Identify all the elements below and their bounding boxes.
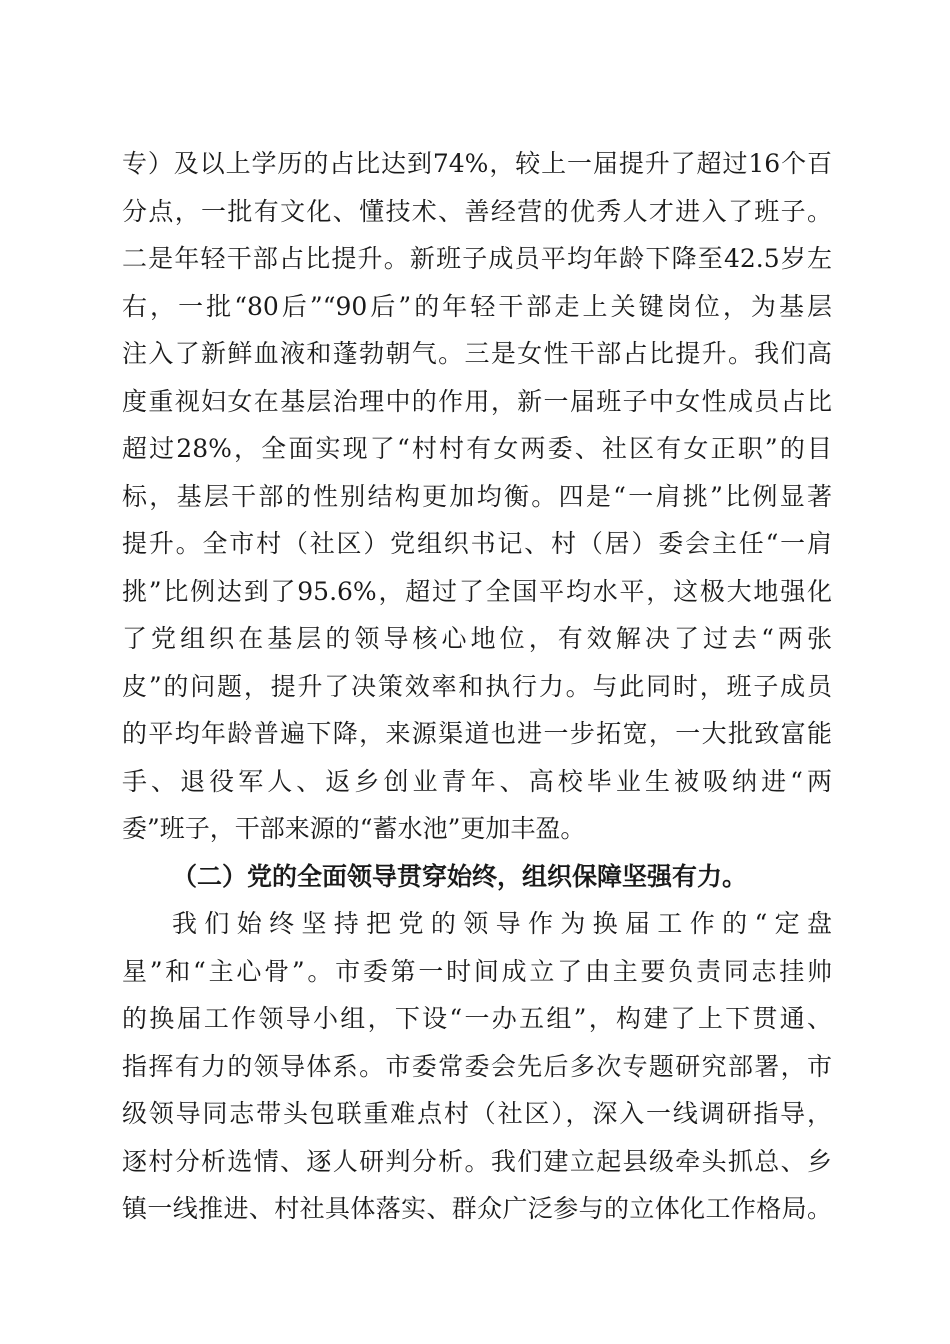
text-line: 注入了新鲜血液和蓬勃朝气。三是女性干部占比提升。我们高 [122,339,832,368]
text-line: 提升。全市村（社区）党组织书记、村（居）委会主任“一肩 [122,529,832,558]
text-line: 我们始终坚持把党的领导作为换届工作的“定盘 [172,909,832,938]
text-line: 皮”的问题，提升了决策效率和执行力。与此同时，班子成员 [122,671,832,701]
text-line: 的平均年龄普遍下降，来源渠道也进一步拓宽，一大批致富能 [122,719,832,748]
text-line: 逐村分析选情、逐人研判分析。我们建立起县级牵头抓总、乡 [122,1146,832,1176]
text-line: 手、退役军人、返乡创业青年、高校毕业生被吸纳进“两 [122,766,832,796]
text-line: 度重视妇女在基层治理中的作用，新一届班子中女性成员占比 [122,386,832,416]
document-body [122,140,832,1233]
text-line: 星”和“主心骨”。市委第一时间成立了由主要负责同志挂帅 [122,956,832,986]
text-line: 镇一线推进、村社具体落实、群众广泛参与的立体化工作格局。 [122,1194,832,1223]
text-line: 挑”比例达到了95.6%，超过了全国平均水平，这极大地强化 [122,576,832,606]
text-line: 委”班子，干部来源的“蓄水池”更加丰盈。 [122,814,586,843]
text-line: 分点，一批有文化、懂技术、善经营的优秀人才进入了班子。 [122,196,832,226]
text-line: 专）及以上学历的占比达到74%，较上一届提升了超过16个百 [122,149,832,178]
text-line: 右，一批“80后”“90后”的年轻干部走上关键岗位，为基层 [122,291,832,321]
section-heading: （二）党的全面领导贯穿始终，组织保障坚强有力。 [172,861,748,891]
text-line: 二是年轻干部占比提升。新班子成员平均年龄下降至42.5岁左 [122,244,832,273]
text-line: 指挥有力的领导体系。市委常委会先后多次专题研究部署，市 [122,1051,832,1081]
text-line: 超过28%，全面实现了“村村有女两委、社区有女正职”的目 [122,434,832,463]
text-line: 了党组织在基层的领导核心地位，有效解决了过去“两张 [122,624,832,653]
text-line: 级领导同志带头包联重难点村（社区），深入一线调研指导， [122,1099,832,1128]
text-line: 的换届工作领导小组，下设“一办五组”，构建了上下贯通、 [122,1004,832,1033]
text-line: 标，基层干部的性别结构更加均衡。四是“一肩挑”比例显著 [122,481,832,511]
